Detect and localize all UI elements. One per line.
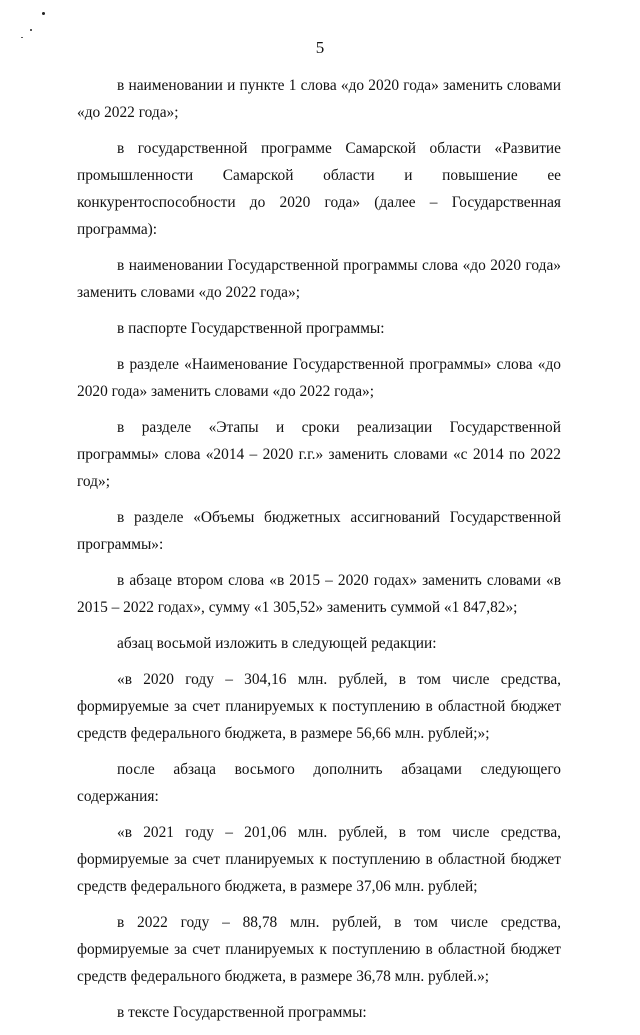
paragraph: в наименовании Государственной программы слова «до 2020 года» заменить словами «до 2022 года»;	[77, 257, 561, 301]
document-body	[77, 72, 561, 1035]
paragraph: «в 2021 году – 201,06 млн. рублей, в том числе средства, формируемые за счет планируемых к поступлению в областной бюджет средств федерального бюджета, в размере 37,06 млн. рублей;	[77, 824, 561, 895]
paragraph: в разделе «Наименование Государственной программы» слова «до 2020 года» заменить словами «до 2022 года»;	[77, 356, 561, 400]
paragraph: в разделе «Объемы бюджетных ассигнований Государственной программы»:	[77, 509, 561, 553]
paragraph: в паспорте Государственной программы:	[117, 320, 385, 337]
paragraph: в тексте Государственной программы:	[117, 1004, 367, 1021]
paragraph: «в 2020 году – 304,16 млн. рублей, в том числе средства, формируемые за счет планируемых к поступлению в областной бюджет средств федерального бюджета, в размере 56,66 млн. рублей;»;	[77, 671, 561, 742]
scan-speck	[30, 29, 32, 31]
page-number: 5	[315, 38, 325, 57]
paragraph: в разделе «Этапы и сроки реализации Государственной программы» слова «2014 – 2020 г.г.» заменить словами «с 2014 по 2022 год»;	[77, 419, 561, 490]
paragraph: в наименовании и пункте 1 слова «до 2020 года» заменить словами «до 2022 года»;	[77, 77, 561, 121]
scan-speck	[42, 12, 45, 15]
paragraph: в абзаце втором слова «в 2015 – 2020 годах» заменить словами «в 2015 – 2022 годах», сумму «1 305,52» заменить суммой «1 847,82»;	[77, 572, 561, 616]
paragraph: после абзаца восьмого дополнить абзацами следующего содержания:	[77, 761, 561, 805]
paragraph: абзац восьмой изложить в следующей редакции:	[117, 635, 437, 652]
paragraph: в 2022 году – 88,78 млн. рублей, в том числе средства, формируемые за счет планируемых к поступлению в областной бюджет средств федерального бюджета, в размере 36,78 млн. рублей.»;	[77, 914, 561, 985]
paragraph: в государственной программе Самарской области «Развитие промышленности Самарской области и повышение ее конкурентоспособности до 2020 года» (далее – Государственная программа):	[77, 140, 561, 238]
